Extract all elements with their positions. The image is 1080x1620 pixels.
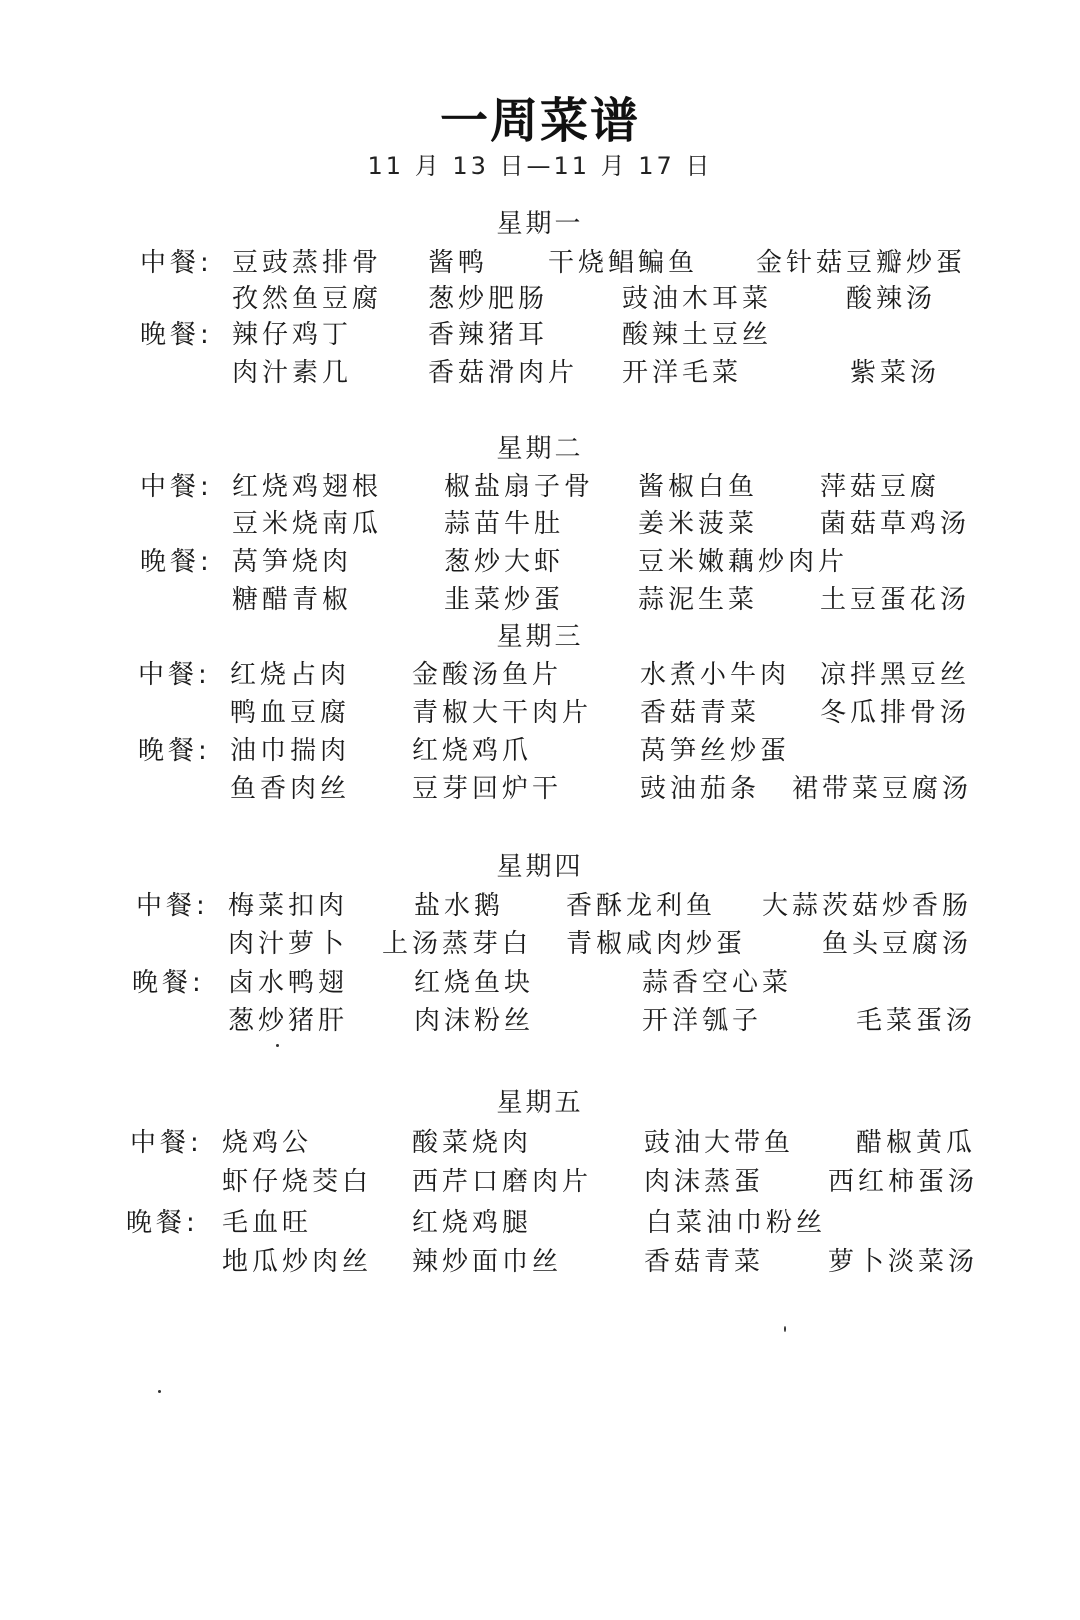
dish-item: 香辣猪耳 xyxy=(428,320,549,350)
dish-item: 辣仔鸡丁 xyxy=(232,320,353,350)
dish-item: 肉沫蒸蛋 xyxy=(644,1167,765,1197)
dish-item: 韭菜炒蛋 xyxy=(444,585,565,615)
lunch-label-monday: 中餐: xyxy=(140,248,213,278)
dish-item: 萝卜淡菜汤 xyxy=(828,1247,979,1277)
dish-item: 豆米嫩藕炒肉片 xyxy=(638,547,849,577)
dish-item: 红烧鸡爪 xyxy=(412,736,533,766)
dish-item: 肉汁萝卜 xyxy=(228,929,349,959)
dish-item: 肉汁素几 xyxy=(232,358,353,388)
dish-item: 菌菇草鸡汤 xyxy=(820,509,971,539)
dish-item: 豆米烧南瓜 xyxy=(232,509,383,539)
dish-item: 酱鸭 xyxy=(428,248,489,278)
dish-item: 蒜香空心菜 xyxy=(642,968,793,998)
dish-item: 孜然鱼豆腐 xyxy=(232,284,383,314)
dish-item: 毛菜蛋汤 xyxy=(856,1006,977,1036)
dish-item: 金酸汤鱼片 xyxy=(412,660,563,690)
dish-item: 卤水鸭翅 xyxy=(228,968,349,998)
dish-item: 盐水鹅 xyxy=(414,891,505,921)
dish-item: 开洋瓠子 xyxy=(642,1006,763,1036)
dish-item: 西芹口磨肉片 xyxy=(412,1167,593,1197)
day-heading-thursday: 星期四 xyxy=(496,852,584,882)
dinner-label-friday: 晚餐: xyxy=(126,1208,199,1238)
lunch-label-wednesday: 中餐: xyxy=(138,660,211,690)
dinner-label-wednesday: 晚餐: xyxy=(138,736,211,766)
dish-item: 鱼香肉丝 xyxy=(230,774,351,804)
dish-item: 香菇滑肉片 xyxy=(428,358,579,388)
lunch-label-friday: 中餐: xyxy=(130,1128,203,1158)
dish-item: 香菇青菜 xyxy=(644,1247,765,1277)
scan-speck xyxy=(784,1326,786,1332)
lunch-label-thursday: 中餐: xyxy=(136,891,209,921)
scan-speck xyxy=(276,1044,279,1047)
dinner-label-thursday: 晚餐: xyxy=(132,968,205,998)
dish-item: 大蒜茨菇炒香肠 xyxy=(762,891,973,921)
scan-speck xyxy=(158,1390,161,1393)
dish-item: 开洋毛菜 xyxy=(622,358,743,388)
dish-item: 葱炒大虾 xyxy=(444,547,565,577)
dish-item: 葱炒猪肝 xyxy=(228,1006,349,1036)
dish-item: 红烧鸡翅根 xyxy=(232,472,383,502)
dish-item: 鸭血豆腐 xyxy=(230,698,351,728)
dish-item: 辣炒面巾丝 xyxy=(412,1247,563,1277)
date-range: 11 月 13 日—11 月 17 日 xyxy=(367,152,713,180)
dish-item: 地瓜炒肉丝 xyxy=(222,1247,373,1277)
page-title: 一周菜谱 xyxy=(439,93,640,149)
dish-item: 香菇青菜 xyxy=(640,698,761,728)
dish-item: 蒜泥生菜 xyxy=(638,585,759,615)
dish-item: 虾仔烧茭白 xyxy=(222,1167,373,1197)
dish-item: 豆豉蒸排骨 xyxy=(232,248,383,278)
dish-item: 红烧鱼块 xyxy=(414,968,535,998)
dish-item: 青椒大干肉片 xyxy=(412,698,593,728)
lunch-label-tuesday: 中餐: xyxy=(140,472,213,502)
dish-item: 莴笋丝炒蛋 xyxy=(640,736,791,766)
dish-item: 金针菇豆瓣炒蛋 xyxy=(756,248,967,278)
dish-item: 糖醋青椒 xyxy=(232,585,353,615)
dish-item: 酸菜烧肉 xyxy=(412,1128,533,1158)
dish-item: 上汤蒸芽白 xyxy=(382,929,533,959)
dish-item: 梅菜扣肉 xyxy=(228,891,349,921)
dish-item: 冬瓜排骨汤 xyxy=(820,698,971,728)
dish-item: 豉油茄条 xyxy=(640,774,761,804)
day-heading-friday: 星期五 xyxy=(496,1088,584,1118)
dish-item: 干烧鲳鳊鱼 xyxy=(548,248,699,278)
dish-item: 紫菜汤 xyxy=(850,358,941,388)
dish-item: 红烧占肉 xyxy=(230,660,351,690)
dish-item: 裙带菜豆腐汤 xyxy=(792,774,973,804)
dish-item: 肉沫粉丝 xyxy=(414,1006,535,1036)
dish-item: 椒盐扇子骨 xyxy=(444,472,595,502)
dish-item: 凉拌黑豆丝 xyxy=(820,660,971,690)
dish-item: 豆芽回炉干 xyxy=(412,774,563,804)
dish-item: 烧鸡公 xyxy=(222,1128,313,1158)
day-heading-wednesday: 星期三 xyxy=(496,622,584,652)
dish-item: 白菜油巾粉丝 xyxy=(646,1208,827,1238)
dish-item: 香酥龙利鱼 xyxy=(566,891,717,921)
dinner-label-tuesday: 晚餐: xyxy=(140,547,213,577)
dish-item: 土豆蛋花汤 xyxy=(820,585,971,615)
dish-item: 油巾揣肉 xyxy=(230,736,351,766)
dish-item: 醋椒黄瓜 xyxy=(856,1128,977,1158)
dish-item: 酸辣土豆丝 xyxy=(622,320,773,350)
dish-item: 姜米菠菜 xyxy=(638,509,759,539)
dish-item: 莴笋烧肉 xyxy=(232,547,353,577)
dinner-label-monday: 晚餐: xyxy=(140,320,213,350)
dish-item: 水煮小牛肉 xyxy=(640,660,791,690)
dish-item: 毛血旺 xyxy=(222,1208,313,1238)
dish-item: 鱼头豆腐汤 xyxy=(822,929,973,959)
day-heading-tuesday: 星期二 xyxy=(496,434,584,464)
dish-item: 蒜苗牛肚 xyxy=(444,509,565,539)
dish-item: 豉油木耳菜 xyxy=(622,284,773,314)
day-heading-monday: 星期一 xyxy=(496,209,584,239)
dish-item: 红烧鸡腿 xyxy=(412,1208,533,1238)
dish-item: 酱椒白鱼 xyxy=(638,472,759,502)
dish-item: 西红柿蛋汤 xyxy=(828,1167,979,1197)
dish-item: 青椒咸肉炒蛋 xyxy=(566,929,747,959)
dish-item: 葱炒肥肠 xyxy=(428,284,549,314)
dish-item: 豉油大带鱼 xyxy=(644,1128,795,1158)
dish-item: 酸辣汤 xyxy=(846,284,937,314)
dish-item: 萍菇豆腐 xyxy=(820,472,941,502)
